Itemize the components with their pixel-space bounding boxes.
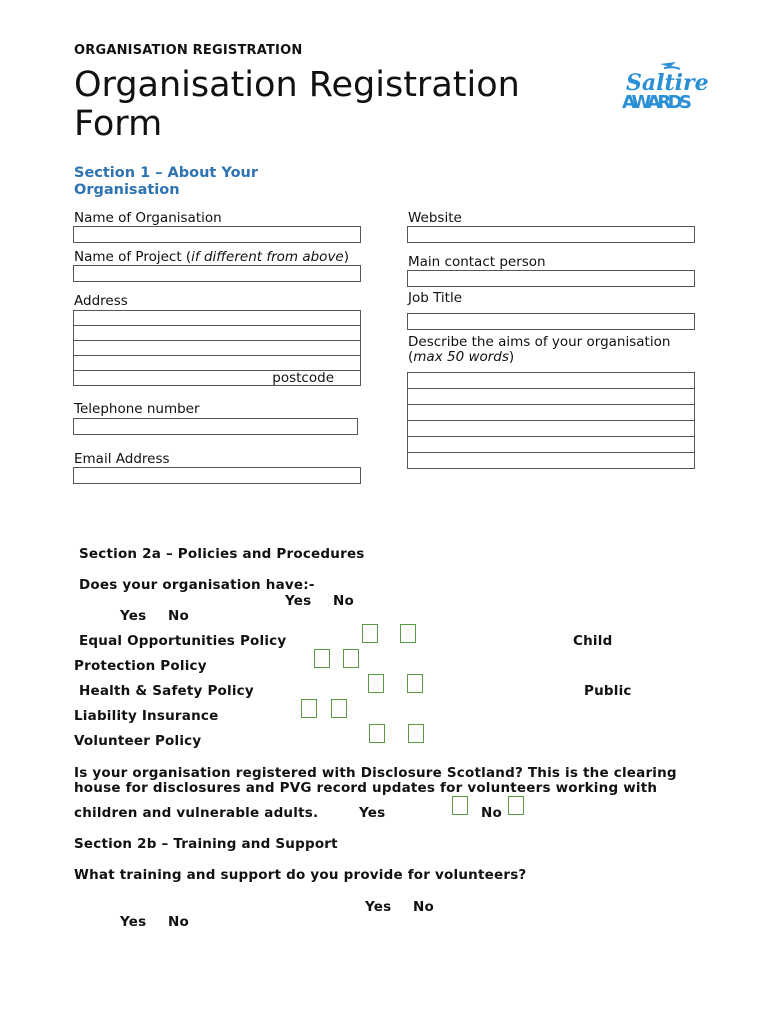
aims-label: Describe the aims of your organisation (408, 334, 671, 350)
no-header-2: No (168, 608, 189, 624)
telephone-label: Telephone number (74, 401, 200, 417)
equal-opportunities-yes-checkbox[interactable] (362, 624, 378, 643)
website-input[interactable] (407, 226, 695, 243)
email-label: Email Address (74, 451, 170, 467)
section1-heading: Section 1 – About Your Organisation (74, 165, 259, 198)
address-line-3[interactable] (73, 340, 361, 356)
project-name-label (74, 249, 349, 265)
disclosure-no-label: No (481, 805, 502, 821)
contact-input[interactable] (407, 270, 695, 287)
section2b-heading: Section 2b – Training and Support (74, 836, 338, 852)
saltire-awards-logo (616, 58, 709, 114)
equal-opportunities-label: Equal Opportunities Policy (79, 633, 287, 649)
volunteer-policy-label: Volunteer Policy (74, 733, 202, 749)
aims-hint-italic: max 50 words (413, 349, 509, 365)
project-name-input[interactable] (73, 265, 361, 282)
child-protection-no-checkbox[interactable] (343, 649, 359, 668)
org-name-input[interactable] (73, 226, 361, 243)
org-name-label: Name of Organisation (74, 210, 222, 226)
project-label-italic: if different from above (191, 249, 344, 265)
child-protection-label-2: Protection Policy (74, 658, 207, 674)
yes-header-1: Yes (285, 593, 312, 609)
postcode-line[interactable] (73, 370, 361, 386)
logo-script-text: Saltire (626, 70, 709, 96)
child-protection-yes-checkbox[interactable] (314, 649, 330, 668)
disclosure-no-checkbox[interactable] (508, 796, 524, 815)
disclosure-yes-label: Yes (359, 805, 386, 821)
section2b-no-header-1: No (413, 899, 434, 915)
public-liability-label-1: Public (584, 683, 632, 699)
aims-line-6[interactable] (407, 452, 695, 469)
logo-awards-text: AWARDS (622, 92, 692, 113)
address-line-1[interactable] (73, 310, 361, 326)
section2b-question: What training and support do you provide for volunteers? (74, 867, 527, 883)
aims-line-3[interactable] (407, 404, 695, 421)
address-input-group (73, 310, 361, 386)
page-title: Organisation Registration Form (74, 65, 520, 144)
volunteer-policy-no-checkbox[interactable] (408, 724, 424, 743)
postcode-label: postcode (272, 370, 334, 386)
address-line-2[interactable] (73, 325, 361, 341)
no-header-1: No (333, 593, 354, 609)
public-liability-yes-checkbox[interactable] (301, 699, 317, 718)
equal-opportunities-no-checkbox[interactable] (400, 624, 416, 643)
disclosure-question-line-3: children and vulnerable adults. (74, 805, 319, 821)
health-safety-label: Health & Safety Policy (79, 683, 254, 699)
aims-line-1[interactable] (407, 372, 695, 389)
volunteer-policy-yes-checkbox[interactable] (369, 724, 385, 743)
job-title-input[interactable] (407, 313, 695, 330)
project-label-prefix: Name of Project ( (74, 249, 192, 265)
aims-hint (408, 349, 514, 365)
section2b-yes-header-2: Yes (120, 914, 147, 930)
health-safety-yes-checkbox[interactable] (368, 674, 384, 693)
aims-hint-suffix: ) (508, 349, 515, 365)
saltire-logo-icon (616, 58, 709, 114)
disclosure-question-line-1: Is your organisation registered with Disclosure Scotland? This is the clearing (74, 765, 677, 781)
aims-input-group (407, 372, 695, 469)
child-protection-label-1: Child (573, 633, 613, 649)
aims-hint-prefix: ( (408, 349, 414, 365)
section2a-heading: Section 2a – Policies and Procedures (79, 546, 365, 562)
email-input[interactable] (73, 467, 361, 484)
address-line-4[interactable] (73, 355, 361, 371)
public-liability-no-checkbox[interactable] (331, 699, 347, 718)
section2b-no-header-2: No (168, 914, 189, 930)
page-kicker: ORGANISATION REGISTRATION (74, 43, 303, 58)
address-label: Address (74, 293, 128, 309)
section2a-question: Does your organisation have:- (79, 577, 315, 593)
website-label: Website (408, 210, 462, 226)
disclosure-yes-checkbox[interactable] (452, 796, 468, 815)
health-safety-no-checkbox[interactable] (407, 674, 423, 693)
telephone-input[interactable] (73, 418, 358, 435)
yes-header-2: Yes (120, 608, 147, 624)
project-label-suffix: ) (343, 249, 350, 265)
disclosure-question-line-2: house for disclosures and PVG record updates for volunteers working with (74, 780, 658, 796)
contact-label: Main contact person (408, 254, 546, 270)
aims-line-5[interactable] (407, 436, 695, 453)
public-liability-label-2: Liability Insurance (74, 708, 219, 724)
job-title-label: Job Title (408, 290, 463, 306)
aims-line-2[interactable] (407, 388, 695, 405)
aims-line-4[interactable] (407, 420, 695, 437)
section2b-yes-header-1: Yes (365, 899, 392, 915)
